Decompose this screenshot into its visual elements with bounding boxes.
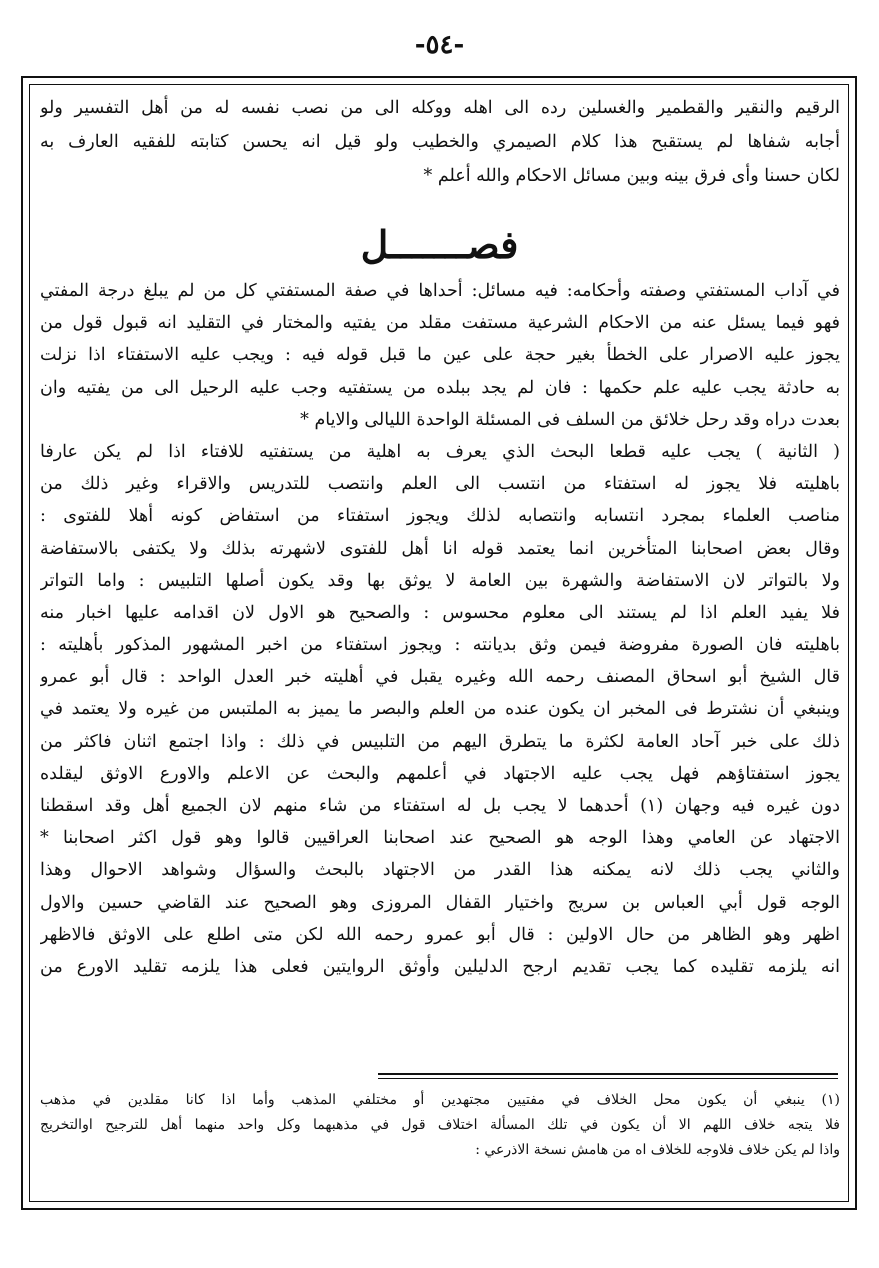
text-line: الوجه قول أبي العباس بن سريج واختيار القفال المروزى وهو الصحيح عند القاضي حسين والاول (40, 892, 840, 913)
text-line: باهليته فلا يجوز له استفتاء من انتسب الى العلم وانتصب للتدريس والاقراء وغير ذلك من (40, 474, 840, 495)
footnote (40, 1088, 840, 1163)
text-line: دون غيره فيه وجهان (١) أحدهما لا يجب بل له استفتاء من شاء منهم لان الجميع أهل وقد اسقطنا (40, 796, 840, 816)
text-line: في آداب المستفتي وصفته وأحكامه: فيه مسائل: أحداها في صفة المستفتي كل من لم يبلغ درجة المفتي (40, 281, 840, 301)
text-line: مناصب العلماء بمجرد انتسابه وانتصابه لذلك ويجوز استفتاء من استفاض كونه أهلا للفتوى : (40, 506, 840, 527)
text-line: ولا بالتواتر لان الاستفاضة والشهرة بين العامة لا يوثق بها وقد يكون أصلها التلبيس : واما التواتر (40, 570, 840, 591)
page-number: -٥٤- (414, 30, 465, 60)
text-line: انه يلزمه تقليده كما يجب تقديم ارجح الدليلين وأوثق الروايتين فعلى هذا يلزمه تقليد الاورع من (40, 956, 840, 977)
text-line: الاجتهاد عن العامي وهذا الوجه هو الصحيح عند اصحابنا العراقيين قالوا وهو قول اكثر اصحابنا * (40, 828, 840, 849)
text-line: يجوز عليه الاصرار على الخطأ بغير حجة على عين ما قبل قوله فيه : ويجب عليه الاستفتاء اذا نزلت (40, 345, 840, 366)
text-line: فهو فيما يسئل عنه من الاحكام الشرعية مستفت مقلد من يفتيه والمختار في التقليد انه قبول قول من (40, 313, 840, 334)
footnote-line: (١) ينبغي أن يكون محل الخلاف في مفتيين مجتهدين أو مختلفي المذهب وأما اذا كانا مقلدين في مذهب (40, 1092, 840, 1108)
text-line: وقال بعض اصحابنا المتأخرين انما يعتمد قوله انا أهل للفتوى لاشهرته بذلك ولا يكتفى بالاستفاضة (40, 538, 840, 559)
text-line: والثاني يجب ذلك لانه يمكنه هذا القدر من الاجتهاد بالبحث والسؤال وشواهد الاحوال وهذا (40, 860, 840, 881)
text-line: الرقيم والنقير والقطمير والغسلين رده الى اهله ووكله الى من نصب نفسه له من أهل التفسير ولو (40, 98, 840, 118)
text-line: أجابه شفاها لم يستقبح هذا كلام الصيمري والخطيب ولو قيل انه يحسن كتابته للفقيه العارف به (40, 131, 840, 152)
footnote-divider (378, 1078, 838, 1079)
text-line: باهليته فان الصورة مفروضة فيمن وثق بديانته : ويجوز استفتاء من اخبر المشهور المذكور بأهليته : (40, 635, 840, 656)
footnote-line: واذا لم يكن خلاف فلاوجه للخلاف اه من هامش نسخة الاذرعي : (475, 1142, 840, 1158)
text-line: اظهر وهو الظاهر من حال الاولين : قال أبو عمرو رحمه الله لكن متى اطلع على الاوثق فالاظهر (40, 924, 840, 945)
text-line: ذلك على خبر آحاد العامة لكثرة ما يتطرق اليهم من التلبيس في ذلك : واذا اجتمع اثنان فاكثر من (40, 731, 840, 752)
footnote-line: فلا يتجه خلاف اللهم الا أن يكون في تلك المسألة اختلاف قول في مذهبهما وكل واحد منهما أهل للترجيح اوالتخريج (40, 1117, 840, 1133)
text-line: به حادثة يجب عليه علم حكمها : فان لم يجد ببلده من يستفتيه وجب عليه الرحيل الى من يفتيه وان (40, 377, 840, 398)
text-line: وينبغي أن نشترط فى المخبر ان يكون عنده من العلم والبصر ما يميز به الملتبس من غيره ولا يعتمد في (40, 699, 840, 720)
section-heading: فصـــــــل (360, 222, 519, 267)
intro-paragraph (40, 92, 840, 193)
text-line: قال الشيخ أبو اسحاق المصنف رحمه الله وغيره يقبل في أهليته خبر العدل الواحد : قال أبو عمرو (40, 667, 840, 688)
section-body (40, 275, 840, 983)
text-line: فلا يفيد العلم اذا لم يستند الى معلوم محسوس : والصحيح هو الاول لان اقدامه عليها اخبار منه (40, 602, 840, 623)
text-line: لكان حسنا وأى فرق بينه وبين مسائل الاحكام والله أعلم * (423, 165, 840, 186)
footnote-divider (378, 1073, 838, 1075)
text-line: ( الثانية ) يجب عليه قطعا البحث الذي يعرف به اهلية من يستفتيه للافتاء اذا لم يكن عارفا (40, 441, 840, 462)
text-line: بعدت دراه وقد رحل خلائق من السلف فى المسئلة الواحدة الليالى والايام * (300, 409, 840, 430)
text-line: يجوز استفتاؤهم فهل يجب عليه الاجتهاد في أعلمهم والبحث عن الاعلم والاورع الاوثق ليقلده (40, 763, 840, 784)
